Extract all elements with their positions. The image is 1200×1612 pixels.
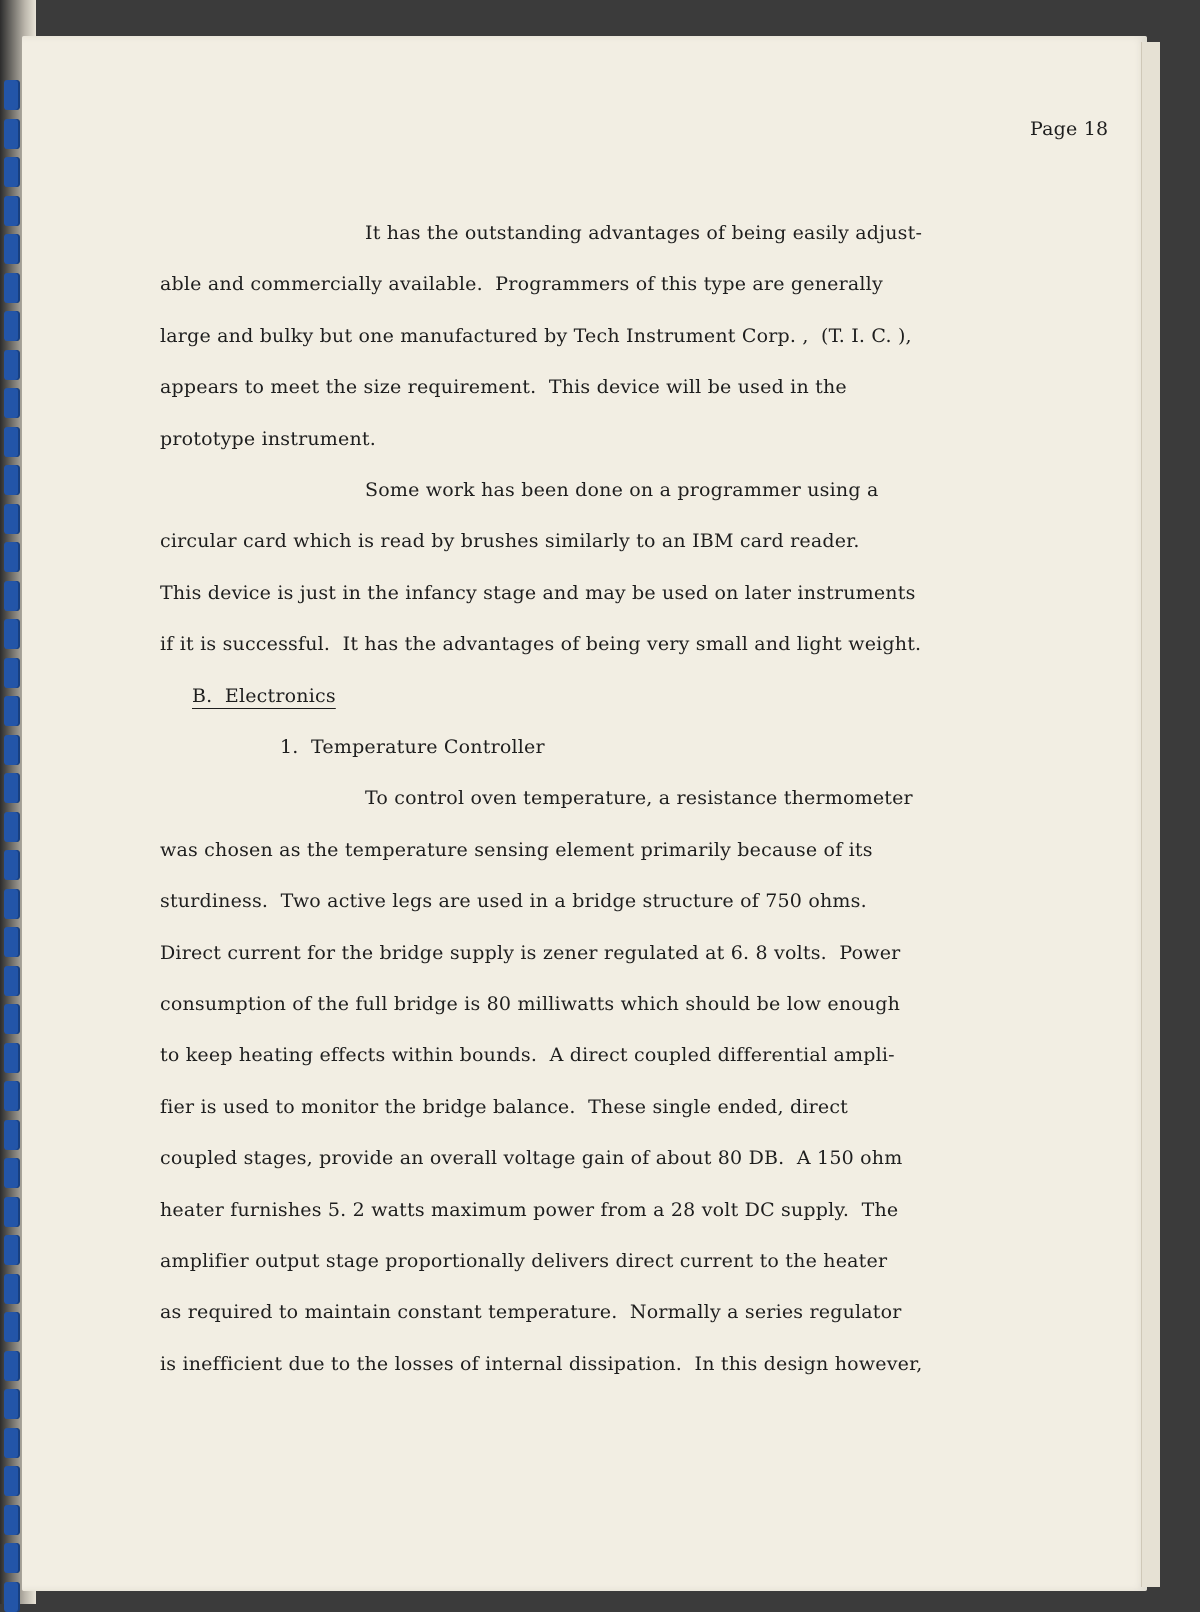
binding-coil [4,542,18,572]
binding-coil [4,812,18,842]
text-line: It has the outstanding advantages of being easily adjust- [365,222,923,244]
binding-coil [4,1043,18,1073]
binding-coil [4,119,18,149]
binding-coil [4,1274,18,1304]
binding-coil [4,1351,18,1381]
binding-coil [4,157,18,187]
binding-coil [4,1081,18,1111]
binding-coil [4,581,18,611]
section-heading: B. Electronics [192,684,336,707]
subsection-heading: 1. Temperature Controller [280,736,545,758]
binding-coil [4,1389,18,1419]
binding-coil [4,196,18,226]
binding-coil [4,619,18,649]
text-line: was chosen as the temperature sensing element primarily because of its [160,838,873,861]
text-line: consumption of the full bridge is 80 milliwatts which should be low enough [160,993,901,1015]
binding-coil [4,1582,18,1612]
binding-coil [4,1004,18,1034]
text-line: as required to maintain constant temperature. Normally a series regulator [160,1301,902,1324]
binding-coil [4,889,18,919]
text-line: sturdiness. Two active legs are used in a bridge structure of 750 ohms. [160,890,867,913]
text-line: appears to meet the size requirement. This device will be used in the [160,376,847,399]
text-line: to keep heating effects within bounds. A direct coupled differential ampli- [160,1044,895,1067]
binding-coil [4,504,18,534]
text-line: This device is just in the infancy stage and may be used on later instruments [160,581,916,604]
binding-coil [4,966,18,996]
text-line: amplifier output stage proportionally delivers direct current to the heater [160,1250,888,1272]
page-number: Page 18 [1030,118,1109,140]
binding-coil [4,388,18,418]
binding-coil [4,1466,18,1496]
binding-coil [4,273,18,303]
binding-coil [4,1543,18,1573]
text-line: To control oven temperature, a resistance thermometer [365,787,913,810]
text-line: coupled stages, provide an overall voltage gain of about 80 DB. A 150 ohm [160,1147,903,1170]
binding-coil [4,1158,18,1188]
binding-coil [4,735,18,765]
binding-coil [4,1235,18,1265]
binding-coil [4,658,18,688]
text-line: is inefficient due to the losses of internal dissipation. In this design however, [160,1352,923,1375]
binding-coil [4,1312,18,1342]
binding-coil [4,1428,18,1458]
page-stack-edge [1141,42,1160,1587]
binding-coil [4,350,18,380]
text-line: prototype instrument. [160,427,376,450]
binding-coil [4,234,18,264]
text-line: if it is successful. It has the advantages of being very small and light weight. [160,633,922,656]
binding-coil [4,927,18,957]
binding-coil [4,80,18,110]
binding-coil [4,773,18,803]
text-line: Some work has been done on a programmer using a [365,479,879,501]
text-line: large and bulky but one manufactured by Tech Instrument Corp. , (T. I. C. ), [160,324,912,347]
text-line: circular card which is read by brushes similarly to an IBM card reader. [160,530,860,553]
binding-coil [4,1197,18,1227]
binding-coil [4,696,18,726]
binding-coil [4,465,18,495]
binding-coil [4,850,18,880]
binding-coil [4,1120,18,1150]
text-line: fier is used to monitor the bridge balance. These single ended, direct [160,1095,849,1118]
binding-coil [4,1505,18,1535]
text-line: heater furnishes 5. 2 watts maximum power from a 28 volt DC supply. The [160,1198,899,1221]
binding-coil [4,427,18,457]
text-line: able and commercially available. Programmers of this type are generally [160,273,883,296]
text-line: Direct current for the bridge supply is zener regulated at 6. 8 volts. Power [160,941,901,964]
binding-coil [4,311,18,341]
